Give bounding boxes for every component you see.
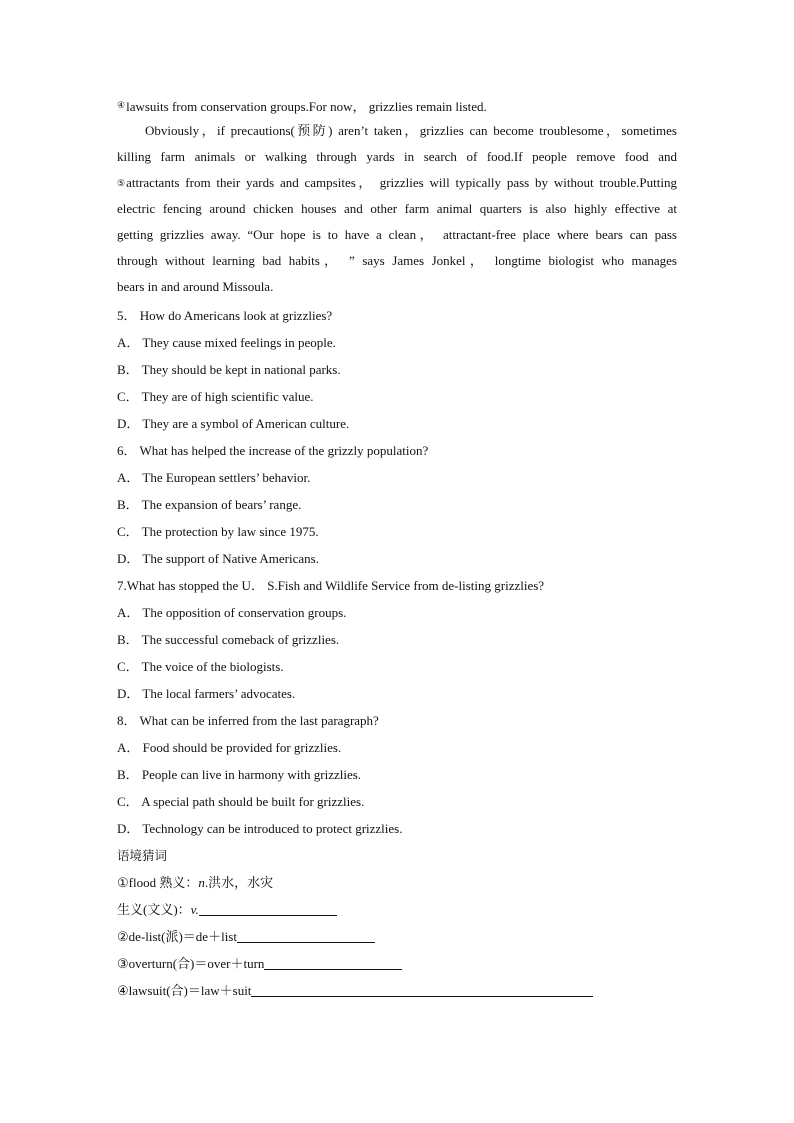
answer-blank[interactable] xyxy=(199,902,337,916)
answer-option: A． The European settlers’ behavior. xyxy=(117,470,311,485)
answer-option: C． The voice of the biologists. xyxy=(117,659,284,674)
answer-option: A． Food should be provided for grizzlies. xyxy=(117,740,342,755)
vocab-item-1: ①flood 熟义：n.洪水，水灾 xyxy=(117,875,274,890)
passage-line: getting grizzlies away. “Our hope is to have a clean， attractant-free place where bears can pass xyxy=(117,227,677,242)
section-heading: 语境猜词 xyxy=(117,848,168,863)
question-stem: 6． What has helped the increase of the grizzly population? xyxy=(117,443,429,458)
answer-option: C． The protection by law since 1975. xyxy=(117,524,319,539)
question-7 xyxy=(117,572,677,707)
answer-option: D． Technology can be introduced to protect grizzlies. xyxy=(117,821,403,836)
answer-option: B． The successful comeback of grizzlies. xyxy=(117,632,340,647)
vocab-item-3: ③overturn(合)＝over＋turn xyxy=(117,950,677,977)
vocab-item-2: ②de-list(派)＝de＋list xyxy=(117,923,677,950)
passage-line: through without learning bad habits， ” says James Jonkel， longtime biologist who manages xyxy=(117,253,677,268)
answer-option: D． The support of Native Americans. xyxy=(117,551,319,566)
answer-option: B． The expansion of bears’ range. xyxy=(117,497,302,512)
document-body xyxy=(117,94,677,1004)
reading-passage xyxy=(117,94,677,302)
answer-option: D． The local farmers’ advocates. xyxy=(117,686,296,701)
passage-line: electric fencing around chicken houses and other farm animal quarters is also highly effective at xyxy=(117,201,677,216)
passage-line: bears in and around Missoula. xyxy=(117,279,274,294)
passage-line: killing farm animals or walking through yards in search of food.If people remove food and xyxy=(117,149,677,164)
footnote-marker: ⑤ xyxy=(117,178,126,188)
answer-option: B． They should be kept in national parks. xyxy=(117,362,341,377)
question-5 xyxy=(117,302,677,437)
question-stem: 7.What has stopped the U． S.Fish and Wildlife Service from de-listing grizzlies? xyxy=(117,578,545,593)
question-stem: 8． What can be inferred from the last paragraph? xyxy=(117,713,379,728)
answer-option: A． They cause mixed feelings in people. xyxy=(117,335,336,350)
footnote-marker: ④ xyxy=(117,100,126,110)
question-stem: 5． How do Americans look at grizzlies? xyxy=(117,308,333,323)
answer-option: C． A special path should be built for grizzlies. xyxy=(117,794,365,809)
answer-option: D． They are a symbol of American culture. xyxy=(117,416,350,431)
answer-option: A． The opposition of conservation groups. xyxy=(117,605,347,620)
question-6 xyxy=(117,437,677,572)
vocab-item-1-meaning: 生义(文义)：v. xyxy=(117,896,677,923)
answer-blank[interactable] xyxy=(237,929,375,943)
answer-option: C． They are of high scientific value. xyxy=(117,389,314,404)
answer-option: B． People can live in harmony with grizzlies. xyxy=(117,767,362,782)
vocab-item-4: ④lawsuit(合)＝law＋suit xyxy=(117,977,677,1004)
vocab-section xyxy=(117,842,677,1004)
passage-line: Obviously，if precautions(预防) aren’t taken，grizzlies can become troublesome，sometimes xyxy=(145,123,677,138)
answer-blank[interactable] xyxy=(251,983,593,997)
passage-line: ⑤ attractants from their yards and campsites， grizzlies will typically pass by without trouble.Putting xyxy=(117,172,677,198)
question-8 xyxy=(117,707,677,842)
question-list xyxy=(117,302,677,842)
passage-line: ④lawsuits from conservation groups.For now， grizzlies remain listed. xyxy=(117,99,487,114)
answer-blank[interactable] xyxy=(264,956,402,970)
